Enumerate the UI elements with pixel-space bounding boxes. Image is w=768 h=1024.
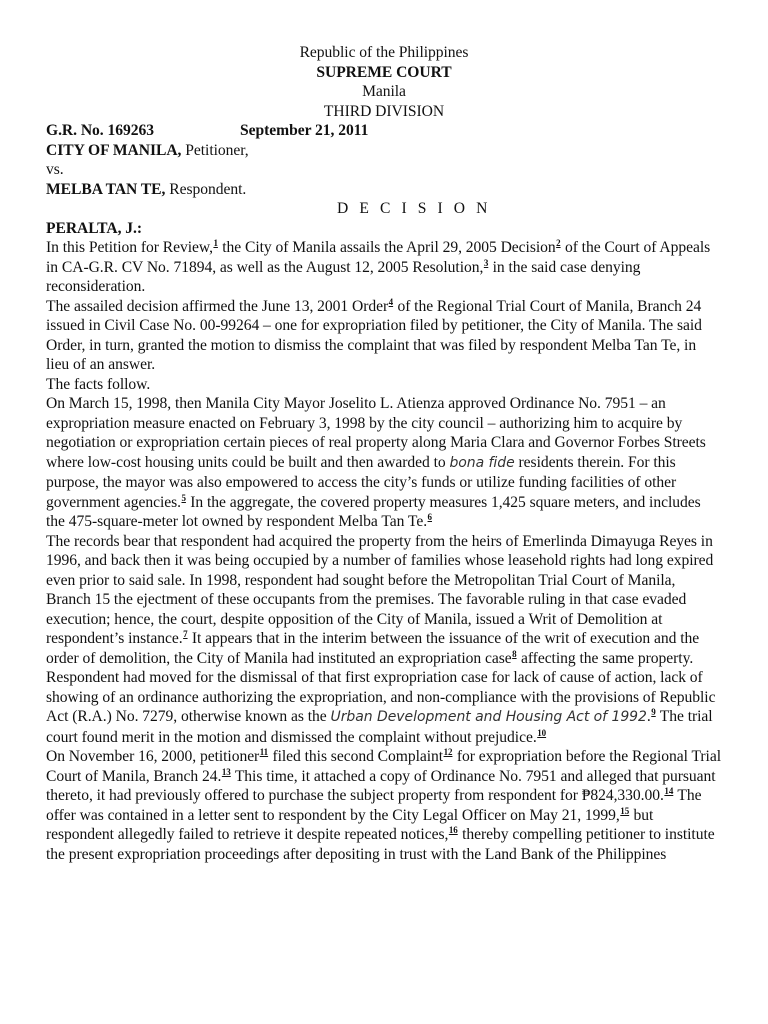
paragraph [46,375,722,395]
respondent-line [46,180,722,200]
respondent-role: Respondent. [165,180,247,198]
paragraph [46,394,722,532]
versus-line: vs. [46,161,64,178]
footnote-link[interactable]: 16 [448,825,458,835]
header-city: Manila [362,83,406,100]
paragraph-text: affecting the same property. Respondent had moved for the dismissal of that first expropriation case for lack of cause of action, lack of showing of an ordinance authorizing the expropriation, and non-compliance with the provisions of Republic Act (R.A.) No. 7279, otherwise known as the [46,649,716,725]
footnote-link[interactable]: 14 [664,786,674,796]
paragraph-text: for expropriation before the Regional Trial Court of Manila, Branch 24. [46,748,721,785]
italic-phrase: bona fide [449,454,515,471]
paragraph [46,238,722,297]
paragraph-text: The offer was contained in a letter sent to respondent by the City Legal Officer on May 21, 1999, [46,787,702,824]
italic-phrase: Urban Development and Housing Act of 1992 [330,709,647,725]
footnote-link[interactable]: 15 [620,805,630,816]
paragraph-text: thereby compelling petitioner to institute the present expropriation proceedings after depositing in trust with the Land Bank of the Philippines [46,826,715,863]
footnote-link[interactable]: 13 [221,766,231,777]
paragraph-text: in the said case denying reconsideration. [46,258,641,295]
paragraph-text: filed this second Complaint [268,748,444,765]
footnote-link[interactable]: 6 [427,512,432,522]
footnote-link[interactable]: 4 [388,296,394,307]
case-number-line [46,121,722,141]
paragraph-text: The trial court found merit in the motion and dismissed the complaint without prejudice. [46,708,713,746]
header-court: SUPREME COURT [316,63,452,81]
footnote-link[interactable]: 3 [483,257,489,268]
footnote-link[interactable]: 1 [213,238,218,248]
gr-number: G.R. No. 169263 [46,122,154,139]
paragraph-text: the City of Manila assails the April 29, 2005 Decision [218,239,556,256]
paragraph-text: but respondent allegedly failed to retrieve it despite repeated notices, [46,806,654,843]
footnote-link[interactable]: 10 [537,727,547,738]
petitioner-line [46,141,722,161]
paragraph-text: The facts follow. [46,375,151,393]
decision-body [46,238,722,864]
ponente: PERALTA, J.: [46,219,143,237]
paragraph-text: The records bear that respondent had acquired the property from the heirs of Emerlinda Dimayuga Reyes in 1996, and back then it was being occupied by a number of families whose leasehold rights had long expired even prior to said sale. In 1998, respondent had sought before the Metropolitan Trial Court of Manila, Branch 15 the ejectment of these occupants from the premises. The favorable ruling in that case evaded execution; hence, the court, despite opposition of the City of Manila, issued a Writ of Demolition at respondent’s instance. [46,532,714,647]
footnote-link[interactable]: 7 [183,629,188,639]
respondent-name: MELBA TAN TE, [46,180,166,198]
petitioner-name: CITY OF MANILA, [46,141,182,159]
footnote-link[interactable]: 2 [556,238,561,248]
paragraph [46,747,722,864]
footnote-link[interactable]: 8 [512,648,517,659]
paragraph-text: This time, it attached a copy of Ordinance No. 7951 and alleged that pursuant thereto, it had previously offered to purchase the subject property from respondent for ₱824,330.00. [46,767,716,804]
paragraph-text: . [646,708,651,725]
paragraph-text: On March 15, 1998, then Manila City Mayor Joselito L. Atienza approved Ordinance No. 7951 – an expropriation measure enacted on February 3, 1998 by the city council – authorizing him to acquire by negotiation or expropriation certain pieces of real property along Maria Clara and Governor Forbes Streets where low-cost housing units could be built and then awarded to [46,395,706,471]
decision-title: D E C I S I O N [336,200,492,217]
paragraph-text: of the Court of Appeals in CA-G.R. CV No. 71894, as well as the August 12, 2005 Resolution, [46,239,711,276]
header-republic: Republic of the Philippines [299,44,469,61]
footnote-link[interactable]: 11 [259,747,269,757]
decision-date: September 21, 2011 [240,122,369,139]
paragraph-text: In this Petition for Review, [46,239,213,256]
paragraph-text: of the Regional Trial Court of Manila, Branch 24 issued in Civil Case No. 00-99264 – one for expropriation filed by petitioner, the City of Manila. The said Order, in turn, granted the motion to dismiss the complaint that was filed by respondent Melba Tan Te, in lieu of an answer. [46,297,702,373]
paragraph-text: In the aggregate, the covered property measures 1,425 square meters, and includes the 475-square-meter lot owned by respondent Melba Tan Te. [46,493,701,530]
decision-document [46,43,722,864]
paragraph-text: residents therein. For this purpose, the mayor was also empowered to access the city’s funds or utilize funding facilities of other government agencies. [46,453,677,511]
paragraph [46,532,722,748]
header-division: THIRD DIVISION [323,102,445,120]
footnote-link[interactable]: 12 [443,747,453,757]
paragraph-text: The assailed decision affirmed the June 13, 2001 Order [46,297,389,315]
footnote-link[interactable]: 5 [181,492,186,503]
petitioner-role: Petitioner, [181,141,249,159]
paragraph-text: On November 16, 2000, petitioner [46,748,260,765]
paragraph [46,297,722,375]
paragraph-text: It appears that in the interim between the issuance of the writ of execution and the order of demolition, the City of Manila had instituted an expropriation case [46,630,700,667]
footnote-link[interactable]: 9 [651,707,656,717]
